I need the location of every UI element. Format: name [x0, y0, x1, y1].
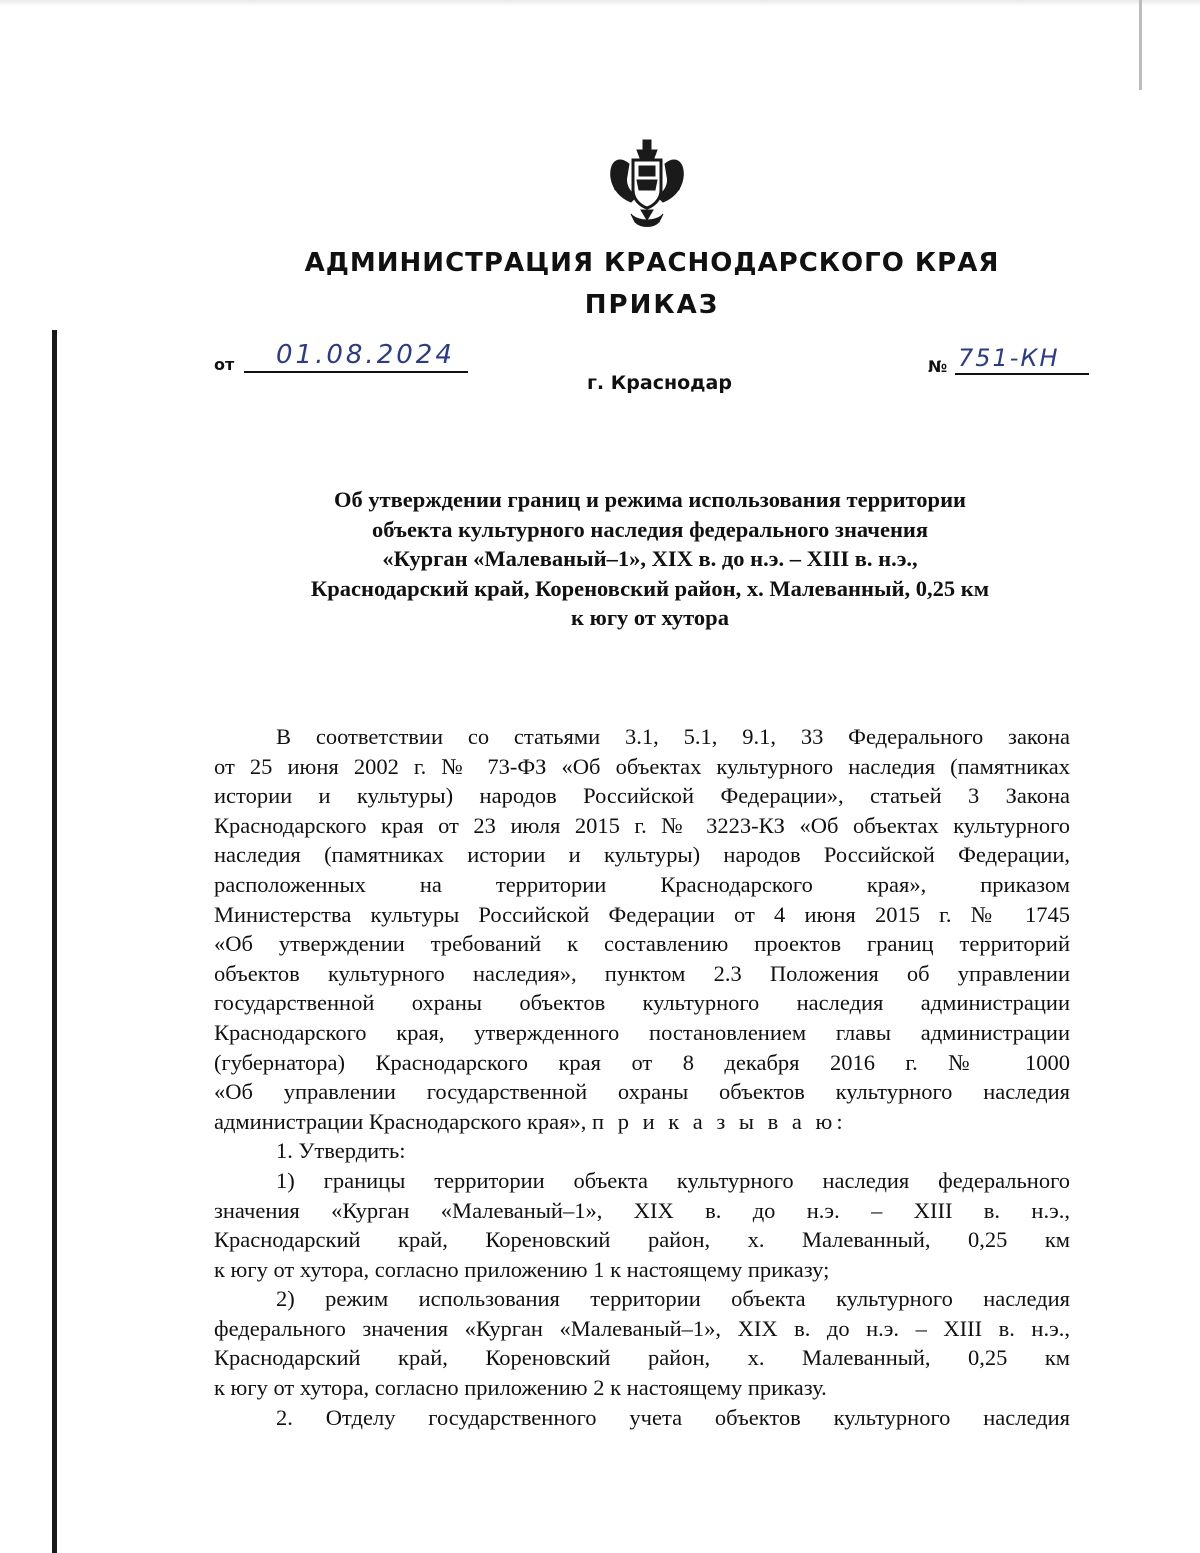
document-title — [180, 485, 1120, 633]
item-1-1-line: 1) границы территории объекта культурного наследия федерального — [276, 1167, 1070, 1193]
body-line: «Об управлении государственной охраны объектов культурного наследия — [214, 1079, 1070, 1105]
handwritten-date: 01.08.2024 — [276, 340, 455, 370]
item-1-2-line: Краснодарский край, Кореновский район, х. Малеванный, 0,25 км — [214, 1345, 1070, 1371]
body-line: от 25 июня 2002 г. № 73-ФЗ «Об объектах культурного наследия (памятниках — [214, 753, 1070, 779]
title-line: объекта культурного наследия федерального значения — [371, 516, 929, 542]
body-line: «Об утверждении требований к составлению проектов границ территорий — [214, 931, 1070, 957]
city-label: г. Краснодар — [587, 372, 732, 394]
body-line: истории и культуры) народов Российской Федерации», статьей 3 Закона — [214, 783, 1070, 809]
body-line: государственной охраны объектов культурного наследия администрации — [214, 990, 1070, 1016]
number-underline — [955, 373, 1089, 375]
number-label: № — [928, 357, 948, 376]
body-line: объектов культурного наследия», пунктом 2.3 Положения об управлении — [214, 960, 1070, 986]
date-underline — [244, 371, 468, 373]
body-line: наследия (памятниках истории и культуры) народов Российской Федерации, — [214, 842, 1070, 868]
item-1-2-line: 2) режим использования территории объекта культурного наследия — [276, 1286, 1070, 1312]
item-1-1-line: значения «Курган «Малеваный–1», XIX в. до н.э. – XIII в. н.э., — [214, 1197, 1070, 1223]
item-1-2-line: федерального значения «Курган «Малеваный–1», XIX в. до н.э. – XIII в. н.э., — [214, 1315, 1070, 1341]
document-type: ПРИКАЗ — [584, 290, 720, 320]
item-1-1-line: к югу от хутора, согласно приложению 1 к настоящему приказу; — [214, 1256, 830, 1282]
item-1: 1. Утвердить: — [276, 1138, 406, 1164]
date-label: от — [214, 355, 235, 374]
organization-title: АДМИНИСТРАЦИЯ КРАСНОДАРСКОГО КРАЯ — [304, 248, 1000, 278]
body-line-order — [214, 1107, 1070, 1137]
body-line: Министерства культуры Российской Федерации от 4 июня 2015 г. № 1745 — [214, 901, 1070, 927]
title-line: «Курган «Малеваный–1», XIX в. до н.э. – XIII в. н.э., — [382, 546, 918, 571]
krasnodar-coat-of-arms-icon — [607, 138, 687, 230]
body-line: расположенных на территории Краснодарского края», приказом — [214, 871, 1070, 897]
order-prefix: администрации Краснодарского края», — [214, 1108, 587, 1134]
item-1-1-line: Краснодарский край, Кореновский район, х. Малеванный, 0,25 км — [214, 1227, 1070, 1253]
scan-left-edge — [52, 330, 57, 1553]
order-word: п р и к а з ы в а ю: — [592, 1108, 847, 1134]
handwritten-number: 751-КН — [958, 344, 1060, 372]
title-line: Краснодарский край, Кореновский район, х. Малеванный, 0,25 км — [310, 575, 990, 601]
item-2: 2. Отделу государственного учета объектов культурного наследия — [276, 1404, 1070, 1430]
scan-top-edge — [0, 0, 1200, 6]
document-body — [214, 722, 1070, 1432]
body-line: Краснодарского края от 23 июля 2015 г. № 3223-КЗ «Об объектах культурного — [214, 812, 1070, 838]
title-line: Об утверждении границ и режима использования территории — [333, 487, 967, 512]
title-line: к югу от хутора — [571, 605, 729, 630]
item-1-2-line: к югу от хутора, согласно приложению 2 к настоящему приказу. — [214, 1375, 827, 1401]
body-line: (губернатора) Краснодарского края от 8 декабря 2016 г. № 1000 — [214, 1049, 1070, 1075]
scan-right-edge — [1139, 0, 1142, 90]
body-line: Краснодарского края, утвержденного постановлением главы администрации — [214, 1019, 1070, 1045]
body-line: В соответствии со статьями 3.1, 5.1, 9.1, 33 Федерального закона — [276, 724, 1070, 749]
